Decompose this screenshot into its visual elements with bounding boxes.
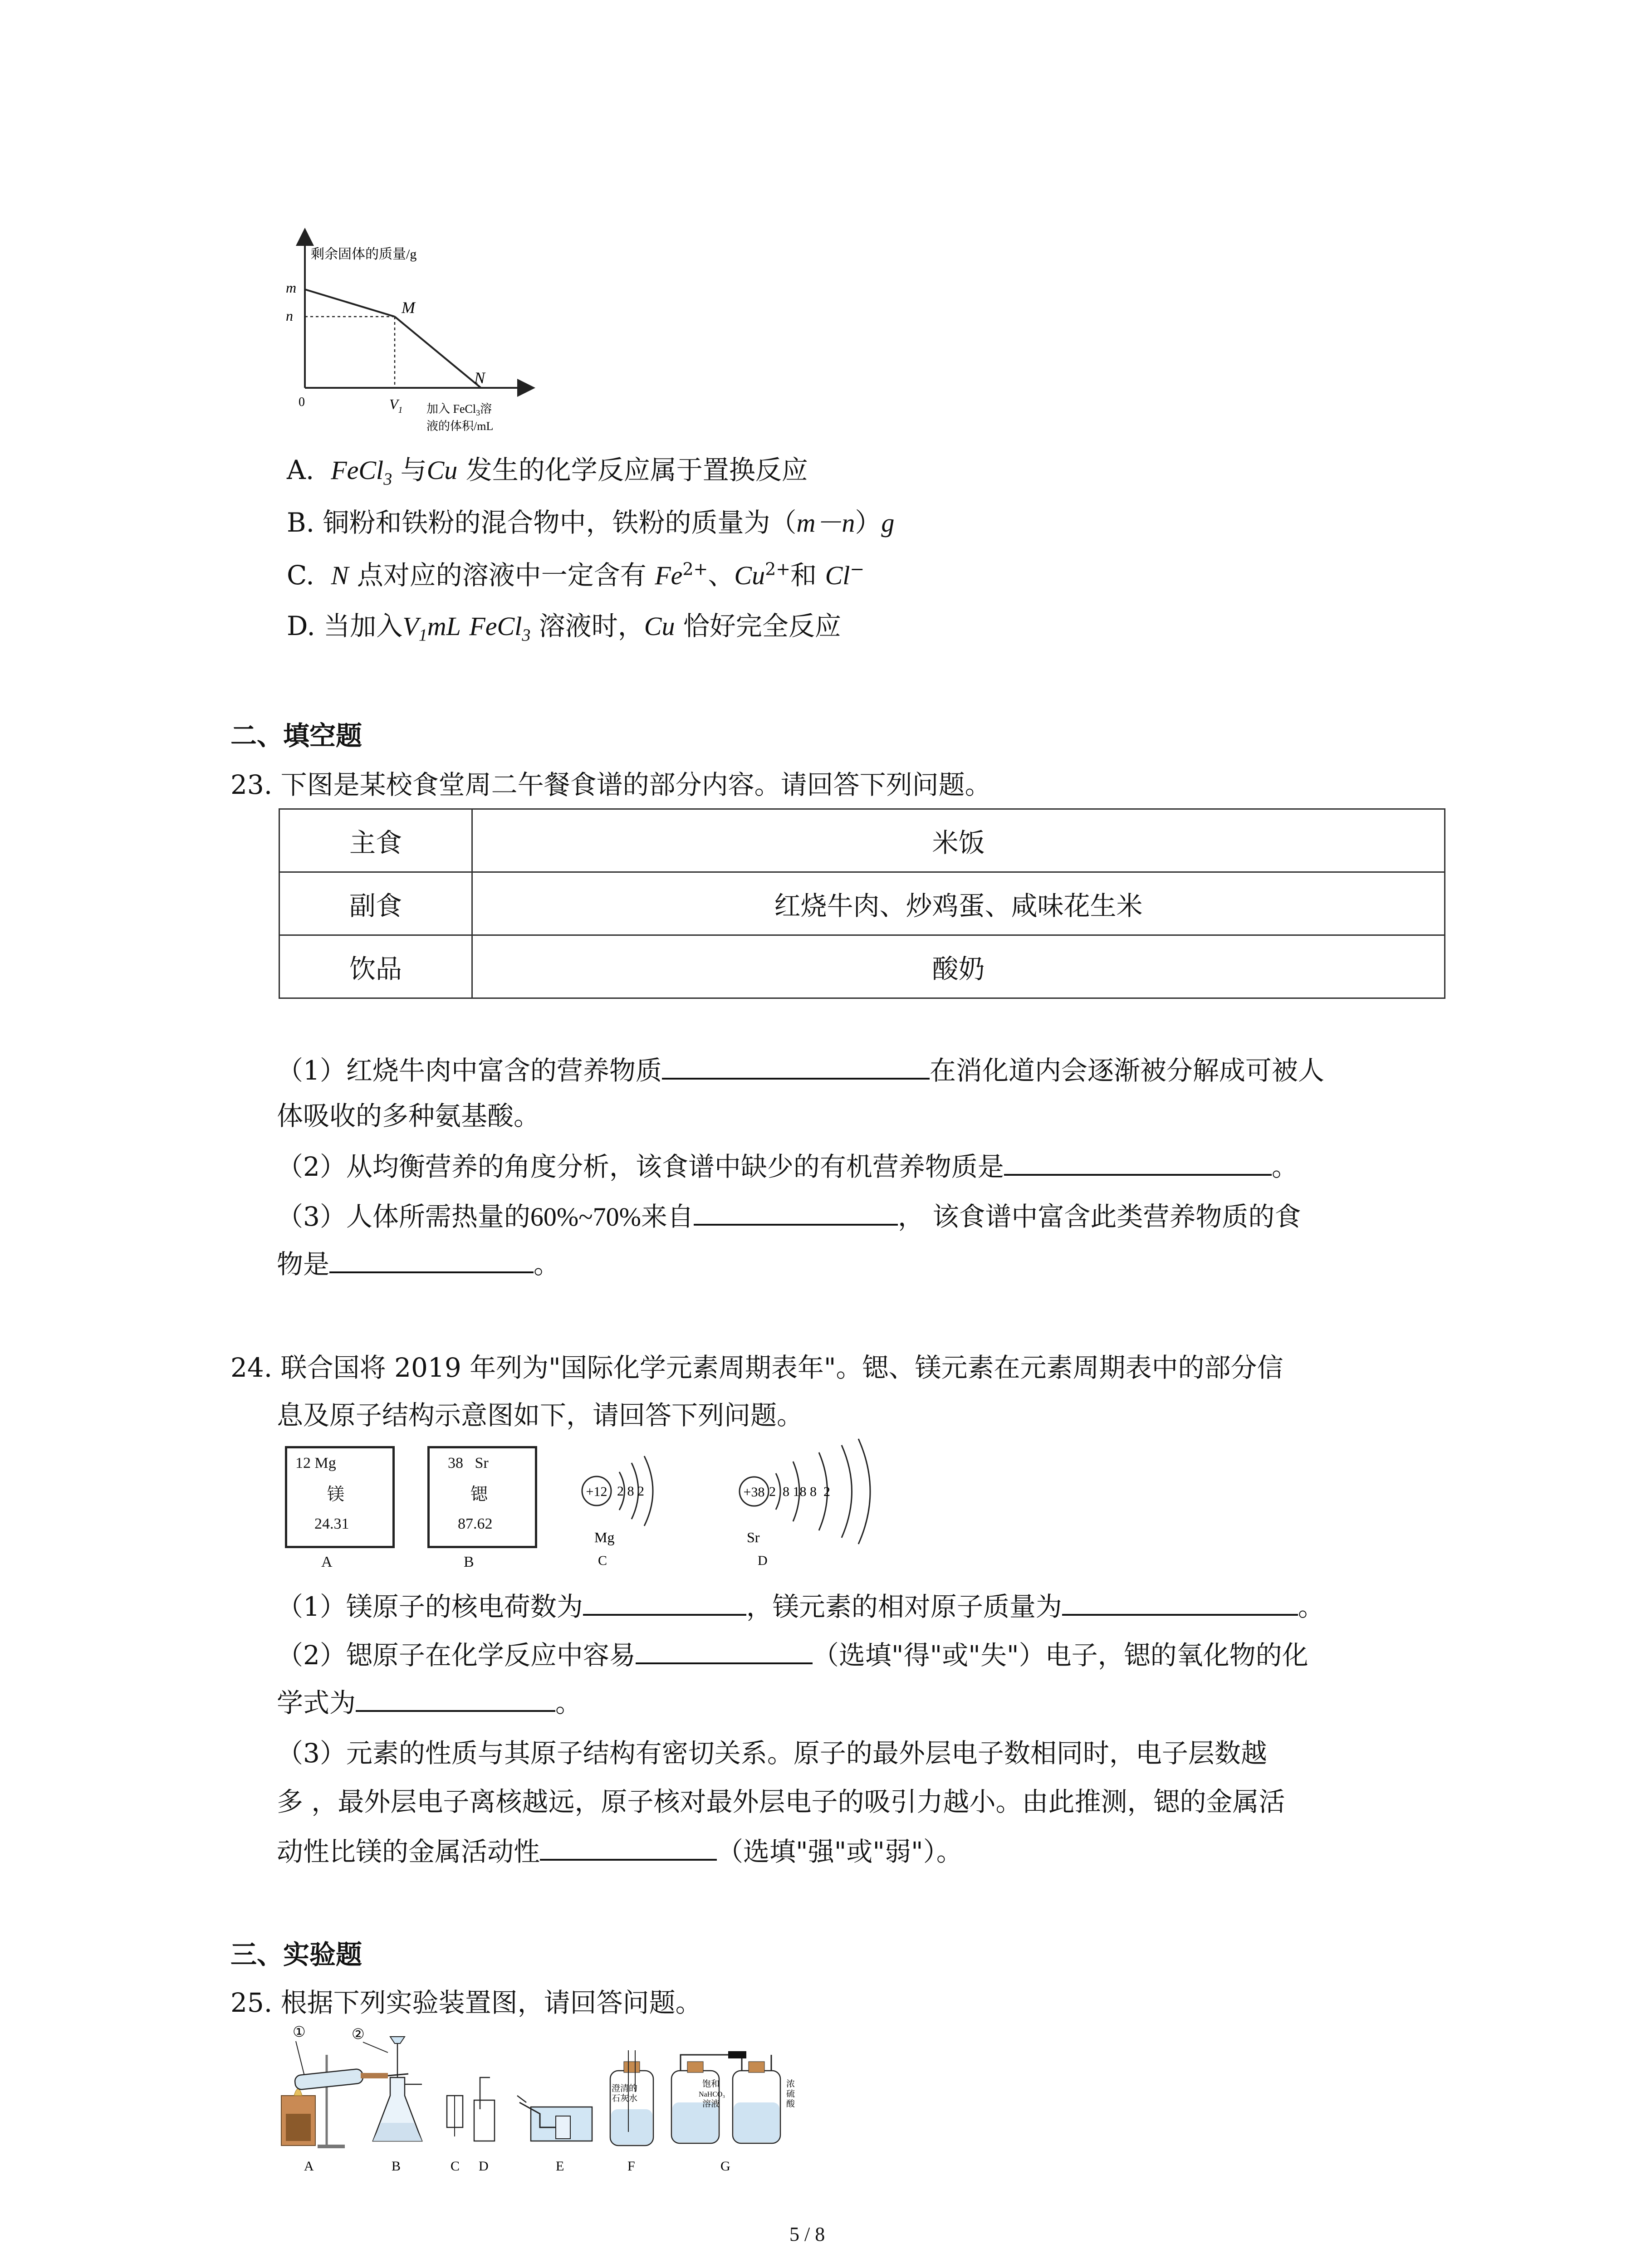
section-heading-experiment: 三、实验题: [230, 1939, 362, 1970]
apparatus-c: [447, 2096, 463, 2174]
option-b-paren: ）: [855, 507, 882, 538]
g-reagent-line2: NaHCO₃: [699, 2091, 725, 2098]
q24-part3-line1: （3）元素的性质与其原子结构有密切关系。原子的最外层电子数相同时，电子层数越: [277, 1738, 1267, 1769]
formula-sub-d: 3: [522, 626, 531, 645]
q25-stem: 25. 根据下列实验装置图，请回答问题。: [230, 1987, 702, 2018]
mg-atomic-mass: 24.31: [314, 1515, 349, 1532]
answer-blank[interactable]: [1062, 1588, 1298, 1616]
element-cell-sr: [427, 1446, 537, 1548]
option-b-math: m－n: [796, 508, 855, 538]
apparatus-e: [517, 2096, 592, 2174]
mg-chinese-name: 镁: [327, 1484, 345, 1504]
option-b-unit: g: [881, 508, 895, 538]
option-a-mid: 与: [392, 455, 427, 485]
answer-blank[interactable]: [540, 1833, 717, 1861]
q23-stem: 23. 下图是某校食堂周二午餐食谱的部分内容。请回答下列问题。: [230, 769, 991, 800]
y-tick-n: n: [286, 308, 293, 324]
sr-shell-electrons: 2 8 18 8 2: [769, 1484, 830, 1499]
q24-part1-text-cont: ，镁元素的相对原子质量为: [746, 1591, 1062, 1622]
ion-fe: Fe: [655, 561, 683, 590]
q24-part1-text: （1）镁原子的核电荷数为: [277, 1591, 583, 1622]
answer-blank[interactable]: [329, 1245, 534, 1273]
x-tick-v1: $V_1$: [389, 396, 403, 415]
formula-fecl3-d: FeCl: [469, 611, 522, 641]
answer-blank[interactable]: [583, 1588, 746, 1616]
percentage-range: 60%~70%: [530, 1202, 641, 1232]
option-b: [287, 504, 894, 541]
apparatus-d: [474, 2077, 495, 2174]
ion-cu: Cu: [734, 561, 765, 590]
formula-sub: 3: [383, 469, 392, 489]
g-reagent-line1: 饱和: [702, 2079, 720, 2089]
option-a-prefix: A.: [287, 455, 314, 485]
label-apparatus-d: D: [479, 2159, 489, 2174]
answer-blank[interactable]: [1004, 1148, 1272, 1176]
q23-part3-text: （3）人体所需热量的: [277, 1201, 530, 1232]
option-a-text: 发生的化学反应属于置换反应: [457, 455, 808, 485]
mg-shell-electrons: 2 8 2: [617, 1484, 644, 1499]
point-n-ref: N: [331, 561, 349, 590]
q23-part2-end: 。: [1271, 1151, 1298, 1182]
g-acid-line3: 酸: [786, 2099, 795, 2109]
atom-structure-sr: [730, 1429, 921, 1579]
menu-table: [279, 808, 1445, 999]
section-heading-fill-in: 二、填空题: [230, 720, 362, 751]
formula-fecl3: FeCl: [331, 455, 384, 485]
label-apparatus-a: A: [304, 2159, 314, 2174]
point-n-label: N: [474, 369, 485, 387]
q23-part1-line2: 体吸收的多种氨基酸。: [277, 1100, 540, 1131]
mg-symbol: Mg: [594, 1529, 615, 1545]
answer-blank[interactable]: [636, 1636, 813, 1664]
option-c: [287, 557, 864, 594]
answer-blank[interactable]: [662, 1051, 930, 1080]
volume-unit: mL: [427, 611, 461, 641]
option-d-mid: 溶液时，: [530, 611, 644, 641]
q23-part3-text-cont: ， 该食谱中富含此类营养物质的食: [897, 1201, 1301, 1232]
element-cell-mg: [285, 1446, 395, 1548]
experiment-apparatus-figure: [272, 2023, 889, 2177]
q23-part3-line1: [277, 1198, 1301, 1235]
mg-number-symbol: 12 Mg: [295, 1455, 336, 1471]
q24-part3-text: 动性比镁的金属活动性: [277, 1836, 540, 1867]
label-c: C: [598, 1553, 607, 1568]
answer-blank[interactable]: [694, 1198, 898, 1226]
y-axis-label: 剩余固体的质量/g: [311, 247, 417, 262]
table-cell-key: 副食: [279, 872, 472, 935]
label-apparatus-f: F: [627, 2159, 635, 2174]
mg-nucleus-charge: +12: [586, 1484, 607, 1499]
x-axis-label-line1: 加入 FeCl$_3$溶: [426, 402, 492, 417]
option-d-end: 恰好完全反应: [675, 611, 841, 641]
apparatus-g: [671, 2051, 795, 2174]
origin-label: 0: [299, 395, 305, 409]
option-c-mid: 点对应的溶液中一定含有: [348, 560, 655, 591]
formula-cu-d: Cu: [644, 611, 675, 641]
sr-atomic-mass: 87.62: [458, 1515, 493, 1532]
label-apparatus-b: B: [392, 2159, 401, 2174]
ion-cl: Cl: [825, 561, 850, 590]
table-cell-key: 主食: [279, 809, 472, 872]
q24-part1: [277, 1588, 1324, 1625]
apparatus-b: [352, 2026, 422, 2174]
q23-part1-text: （1）红烧牛肉中富含的营养物质: [277, 1055, 662, 1086]
y-tick-m: m: [286, 279, 297, 296]
formula-cu: Cu: [426, 455, 458, 485]
q24-part3-line3: [277, 1833, 963, 1870]
q23-part3-end: 。: [534, 1249, 560, 1280]
option-d: [287, 608, 841, 645]
q23-part3-line2: [277, 1245, 560, 1282]
point-m-label: M: [402, 298, 415, 317]
q24-part2-line2: [277, 1684, 582, 1721]
q24-part2-text: （2）锶原子在化学反应中容易: [277, 1640, 636, 1671]
sr-nucleus-charge: +38: [743, 1485, 765, 1500]
line-segment-2: [395, 317, 481, 388]
q24-stem-line1: 24. 联合国将 2019 年列为"国际化学元素周期表年"。锶、镁元素在元素周期表中的部分信: [230, 1352, 1283, 1383]
ion-cu-charge: 2+: [765, 559, 791, 579]
q24-stem-line2: 息及原子结构示意图如下，请回答下列问题。: [277, 1400, 803, 1431]
q24-part2-text-cont: （选填"得"或"失"）电子，锶的氧化物的化: [812, 1640, 1308, 1671]
sr-symbol: Sr: [747, 1529, 760, 1545]
page-number: 5 / 8: [789, 2223, 825, 2245]
volume-v: V: [402, 611, 419, 641]
option-d-prefix: D. 当加入: [287, 611, 403, 641]
label-apparatus-c: C: [451, 2159, 460, 2174]
q24-part2-line1: [277, 1636, 1308, 1673]
q23-part2: [277, 1148, 1298, 1185]
q23-part1-text-cont: 在消化道内会逐渐被分解成可被人: [929, 1055, 1324, 1086]
table-cell-value: 米饭: [472, 809, 1445, 872]
table-row: [279, 935, 1445, 998]
option-c-prefix: C.: [287, 560, 314, 591]
q23-part3-food: 物是: [277, 1249, 330, 1280]
mark-1: ①: [293, 2024, 306, 2040]
answer-blank[interactable]: [356, 1684, 555, 1712]
ion-cl-charge: −: [850, 559, 865, 579]
q23-part3-from: 来自: [641, 1201, 694, 1232]
table-row: [279, 809, 1445, 872]
label-apparatus-e: E: [556, 2159, 564, 2174]
g-reagent-line3: 溶液: [702, 2099, 720, 2109]
q24-part2-formula-label: 学式为: [277, 1687, 356, 1718]
line-segment-1: [305, 289, 395, 317]
g-acid-line2: 硫: [786, 2089, 795, 2099]
g-acid-line1: 浓: [786, 2079, 795, 2089]
label-a: A: [321, 1554, 333, 1570]
label-apparatus-g: G: [720, 2159, 730, 2174]
option-a: [287, 452, 808, 489]
label-d: D: [758, 1553, 768, 1568]
f-reagent-line2: 石灰水: [612, 2094, 638, 2103]
sr-chinese-name: 锶: [470, 1484, 488, 1504]
f-reagent-line1: 澄清的: [612, 2084, 638, 2093]
remaining-solid-mass-chart: [272, 227, 554, 445]
apparatus-f: [610, 2050, 653, 2174]
x-axis-label-line2: 液的体积/mL: [426, 420, 494, 433]
separator: 、: [708, 560, 735, 591]
q23-part2-text: （2）从均衡营养的角度分析，该食谱中缺少的有机营养物质是: [277, 1151, 1004, 1182]
table-cell-value: 红烧牛肉、炒鸡蛋、咸味花生米: [472, 872, 1445, 935]
sr-number-symbol: 38 Sr: [448, 1455, 489, 1471]
ion-fe-charge: 2+: [682, 559, 708, 579]
atom-structure-mg: [576, 1440, 712, 1576]
conjunction: 和: [790, 560, 825, 591]
label-b: B: [464, 1554, 474, 1570]
q24-part1-end: 。: [1298, 1591, 1324, 1622]
q24-part3-line2: 多 ，最外层电子离核越远，原子核对最外层电子的吸引力越小。由此推测，锶的金属活: [277, 1786, 1285, 1817]
volume-sub: 1: [418, 626, 427, 645]
table-cell-value: 酸奶: [472, 935, 1445, 998]
q24-part2-end: 。: [555, 1687, 582, 1718]
q24-part3-end: （选填"强"或"弱"）。: [717, 1836, 963, 1867]
table-cell-key: 饮品: [279, 935, 472, 998]
option-b-text: B. 铜粉和铁粉的混合物中，铁粉的质量为（: [287, 507, 797, 538]
q23-part1-line1: [277, 1051, 1324, 1089]
mark-2: ②: [352, 2026, 365, 2042]
table-row: [279, 872, 1445, 935]
